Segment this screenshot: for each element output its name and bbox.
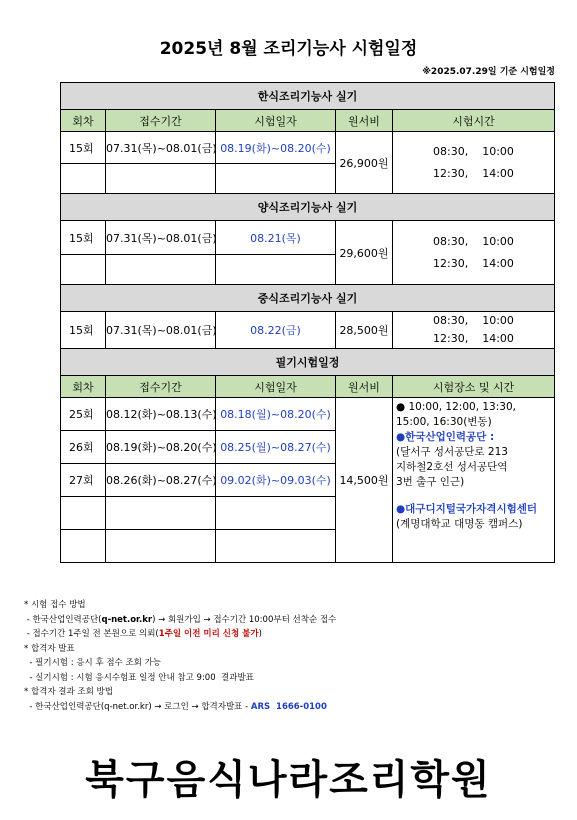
exam-times [393, 132, 555, 194]
empty-cell [216, 497, 336, 530]
table-row [61, 132, 555, 164]
reg-period: 08.12(화)~08.13(수) [106, 398, 216, 431]
fee: 28,500원 [336, 312, 393, 349]
time-line: 08:30, 10:00 [433, 314, 514, 327]
reg-period: 07.31(목)~08.01(금) [106, 221, 216, 255]
info-address: 3번 출구 인근) [396, 476, 465, 488]
basis-date: ※2025.07.29일 기준 시험일정 [422, 67, 555, 77]
col-date: 시험일자 [216, 376, 336, 398]
page-title: 2025년 8월 조리기능사 시험일정 [159, 39, 418, 59]
empty-cell [61, 164, 106, 194]
time-line: 12:30, 14:00 [433, 332, 514, 345]
col-round: 회차 [61, 110, 106, 132]
round: 15회 [61, 221, 106, 255]
note-text: ) → 회원가입 → 접수기간 10:00부터 선착순 접수 [152, 614, 337, 625]
round: 15회 [61, 132, 106, 164]
time-line: 12:30, 14:00 [433, 256, 514, 270]
exam-date: 09.02(화)~09.03(수) [216, 464, 336, 497]
section-western [61, 194, 555, 221]
note-text: ) [258, 629, 262, 639]
reg-period: 08.26(화)~08.27(수) [106, 464, 216, 497]
note-warning: 1주일 이전 미리 신청 불가 [158, 629, 259, 639]
note-link: q-net.or.kr [101, 614, 153, 625]
exam-date: 08.18(월)~08.20(수) [216, 398, 336, 431]
empty-cell [106, 497, 216, 530]
note-line [24, 627, 336, 642]
col-round: 회차 [61, 376, 106, 398]
exam-date: 08.19(화)~08.20(수) [216, 132, 336, 164]
academy-name: 북구음식나라조리학원 [85, 757, 492, 803]
col-reg: 접수기간 [106, 376, 216, 398]
exam-date: 08.22(금) [216, 312, 336, 349]
note-text: - 접수기간 1주일 전 본원으로 의뢰( [24, 629, 159, 639]
time-line: 12:30, 14:00 [433, 166, 514, 180]
time-line: 08:30, 10:00 [433, 144, 514, 158]
table-row [61, 312, 555, 349]
round: 27회 [61, 464, 106, 497]
note-ars: ARS 1666-0100 [250, 701, 327, 712]
header-row [61, 110, 555, 132]
empty-cell [216, 164, 336, 194]
col-place-time: 시험장소 및 시간 [393, 376, 555, 398]
reg-period: 07.31(목)~08.01(금) [106, 312, 216, 349]
note-text: - 한국산업인력공단(q-net.or.kr) → 로그인 → 합격자발표 - [24, 701, 251, 712]
note-line: * 합격자 결과 조회 방법 [24, 687, 113, 697]
info-times: ● 10:00, 12:00, 13:30, [396, 401, 516, 413]
info-times: 15:00, 16:30(변동) [396, 416, 492, 428]
col-date: 시험일자 [216, 110, 336, 132]
info-org: ●대구디지털국가자격시험센터 [396, 503, 538, 515]
table-row [61, 221, 555, 255]
section-title: 한식조리기능사 실기 [61, 83, 555, 110]
exam-date: 08.25(월)~08.27(수) [216, 431, 336, 464]
empty-cell [61, 497, 106, 530]
round: 26회 [61, 431, 106, 464]
spacer [396, 490, 551, 502]
empty-cell [106, 530, 216, 563]
col-time: 시험시간 [393, 110, 555, 132]
table-row [61, 398, 555, 431]
reg-period: 08.19(화)~08.20(수) [106, 431, 216, 464]
exam-date: 08.21(목) [216, 221, 336, 255]
note-text: - 한국산업인력공단( [24, 614, 102, 625]
note-line: - 필기시험 : 응시 후 점수 조회 가능 [24, 658, 161, 668]
info-address: (계명대학교 대명동 캠퍼스) [396, 518, 523, 530]
round: 25회 [61, 398, 106, 431]
section-chinese [61, 285, 555, 312]
schedule-table [60, 82, 555, 563]
round: 15회 [61, 312, 106, 349]
place-time-info [393, 398, 555, 563]
note-line: - 실기시험 : 시험 응시수험표 일정 안내 참고 9:00 결과발표 [24, 672, 254, 683]
col-fee: 원서비 [336, 376, 393, 398]
empty-cell [106, 255, 216, 285]
empty-cell [216, 530, 336, 563]
note-line [24, 613, 336, 628]
empty-cell [61, 255, 106, 285]
exam-times [393, 312, 555, 349]
empty-cell [216, 255, 336, 285]
time-line: 08:30, 10:00 [433, 234, 514, 248]
section-title: 필기시험일정 [61, 349, 555, 376]
info-org: ●한국산업인력공단 : [396, 431, 495, 443]
section-korean [61, 83, 555, 110]
header-row [61, 376, 555, 398]
reg-period: 07.31(목)~08.01(금) [106, 132, 216, 164]
note-line: * 합격자 발표 [24, 643, 75, 654]
notes [24, 598, 336, 714]
fee: 14,500원 [336, 398, 393, 563]
note-line: * 시험 접수 방법 [24, 600, 86, 610]
info-address: 지하철2호선 성서공단역 [396, 461, 508, 473]
empty-cell [61, 530, 106, 563]
section-written [61, 349, 555, 376]
col-fee: 원서비 [336, 110, 393, 132]
note-line [24, 700, 336, 715]
fee: 26,900원 [336, 132, 393, 194]
empty-cell [106, 164, 216, 194]
col-reg: 접수기간 [106, 110, 216, 132]
info-address: (달서구 성서공단로 213 [396, 446, 508, 458]
section-title: 양식조리기능사 실기 [61, 194, 555, 221]
exam-times [393, 221, 555, 285]
fee: 29,600원 [336, 221, 393, 285]
section-title: 중식조리기능사 실기 [61, 285, 555, 312]
